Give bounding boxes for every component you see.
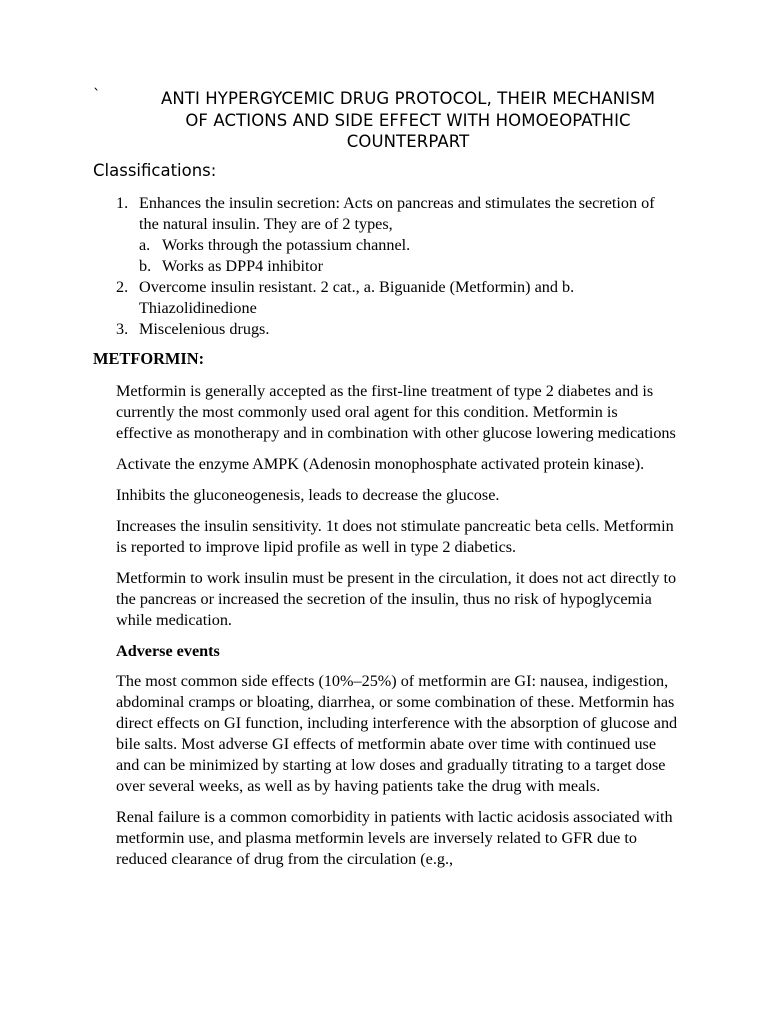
paragraph: Metformin to work insulin must be present in the circulation, it does not act directly to the pancreas or increased the secretion of the insulin, thus no risk of hypoglycemia while medication. xyxy=(116,569,677,629)
list-text: Enhances the insulin secretion: Acts on pancreas and stimulates the secretion of the natural insulin. They are of 2 types, xyxy=(139,194,655,233)
metformin-body xyxy=(116,381,678,880)
stray-mark: ` xyxy=(93,86,101,104)
paragraph: The most common side effects (10%–25%) of metformin are GI: nausea, indigestion, abdominal cramps or bloating, diarrhea, or some combination of these. Metformin has direct effects on GI function, including interference with the absorption of glucose and bile salts. Most adverse GI effects of metformin abate over time with continued use and can be minimized by starting at low doses and gradually titrating to a target dose over several weeks, as well as by having patients take the drug with meals. xyxy=(116,672,678,795)
sub-list-item xyxy=(139,256,676,277)
sub-list-item xyxy=(139,235,676,256)
sub-list-text: Works as DPP4 inhibitor xyxy=(162,257,324,275)
paragraph: Metformin is generally accepted as the first-line treatment of type 2 diabetes and is currently the most commonly used oral agent for this condition. Metformin is effective as monotherapy and in combination with other glucose lowering medications xyxy=(116,382,676,442)
classifications-heading: Classifications: xyxy=(93,161,217,180)
sub-list-text: Works through the potassium channel. xyxy=(162,236,411,254)
metformin-heading: METFORMIN: xyxy=(93,349,205,368)
document-title xyxy=(118,88,698,153)
list-item xyxy=(116,277,676,319)
sub-list-letter: b. xyxy=(139,257,152,275)
paragraph: Activate the enzyme AMPK (Adenosin monophosphate activated protein kinase). xyxy=(116,455,645,473)
list-number: 3. xyxy=(116,320,129,338)
list-number: 2. xyxy=(116,278,129,296)
title-line-1: ANTI HYPERGYCEMIC DRUG PROTOCOL, THEIR MECHANISM xyxy=(160,89,656,108)
title-line-3: COUNTERPART xyxy=(346,132,470,151)
list-text: Miscelenious drugs. xyxy=(139,320,270,338)
paragraph: Increases the insulin sensitivity. 1t does not stimulate pancreatic beta cells. Metformin is reported to improve lipid profile as well in type 2 diabetics. xyxy=(116,517,674,556)
list-number: 1. xyxy=(116,194,129,212)
list-text: Overcome insulin resistant. 2 cat., a. Biguanide (Metformin) and b. Thiazolidinedione xyxy=(139,278,575,317)
sub-list-letter: a. xyxy=(139,236,151,254)
classifications-list xyxy=(116,193,676,340)
paragraph: Inhibits the gluconeogenesis, leads to decrease the glucose. xyxy=(116,486,500,504)
list-item xyxy=(116,319,676,340)
title-line-2: OF ACTIONS AND SIDE EFFECT WITH HOMOEOPATHIC xyxy=(185,110,631,130)
list-item xyxy=(116,193,676,235)
sub-list xyxy=(116,235,676,277)
paragraph: Renal failure is a common comorbidity in patients with lactic acidosis associated with metformin use, and plasma metformin levels are inversely related to GFR due to reduced clearance of drug from the circulation (e.g., xyxy=(116,808,673,868)
adverse-events-heading: Adverse events xyxy=(116,642,220,660)
